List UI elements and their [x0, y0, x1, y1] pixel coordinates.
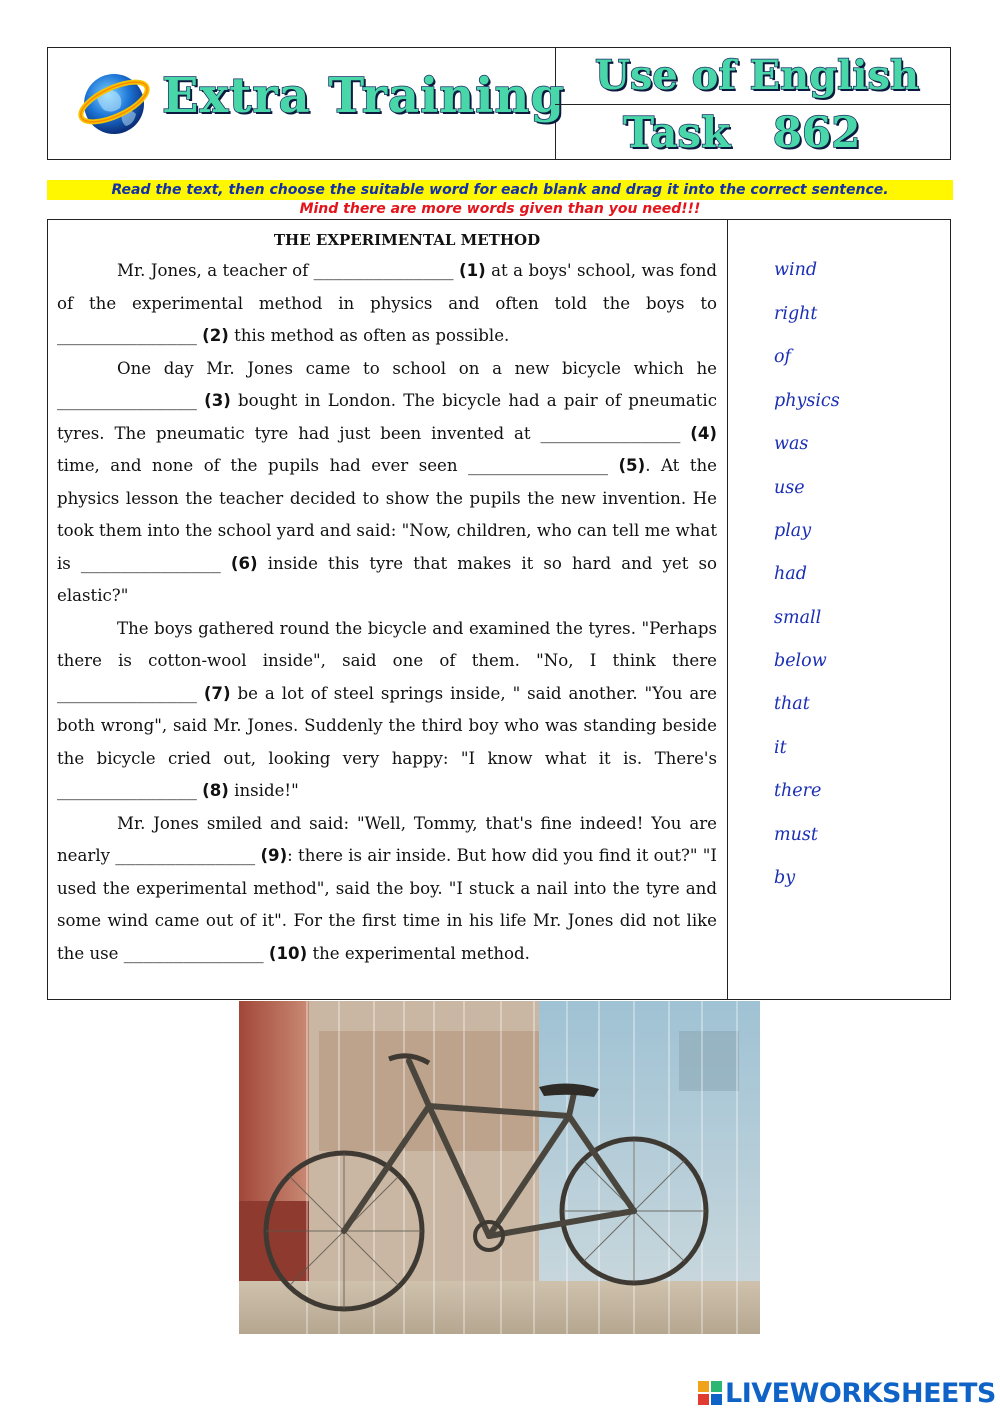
column-divider [727, 220, 728, 999]
gap-number-8: (8) [202, 781, 229, 800]
text-segment: be a lot of steel springs inside, " said another. "You are both wrong", said Mr. Jones. Suddenly the third boy who was standing beside the bicycle cried out, looking very happy: "I know what it is. There's [57, 683, 717, 768]
brand-name: LIVEWORKSHEETS [725, 1378, 996, 1409]
text-segment: bought in London. The bicycle had a pair of pneumatic tyres. The pneumatic tyre had just been invented at [57, 391, 717, 443]
text-column [57, 220, 717, 970]
text-segment: the experimental method. [307, 943, 530, 963]
word-option[interactable]: use [774, 478, 805, 498]
text-segment: this method as often as possible. [228, 326, 510, 345]
word-option[interactable]: small [774, 608, 822, 628]
word-option[interactable]: below [774, 651, 827, 671]
section-cell [555, 48, 950, 105]
word-option[interactable]: by [774, 868, 796, 888]
gap-9[interactable]: ______________ [115, 846, 256, 865]
instruction-line: Read the text, then choose the suitable word for each blank and drag it into the correct sentence. [47, 180, 953, 200]
gap-number-1: (1) [459, 261, 486, 280]
gap-number-3: (3) [204, 391, 231, 410]
text-segment: Mr. Jones smiled and said: "Well, Tommy, that's fine indeed! You are nearly [57, 813, 717, 865]
gap-8[interactable]: ______________ [57, 781, 197, 800]
word-option[interactable]: wind [774, 260, 818, 280]
logo-title: Extra Training [162, 68, 565, 124]
word-option[interactable]: must [774, 825, 818, 845]
gap-number-9: (9) [260, 846, 288, 865]
header-logo-cell [48, 48, 565, 159]
exercise-table [47, 219, 951, 1000]
text-segment: at a boys' school, was fond of the experimental method in physics and often told the boys to [57, 261, 718, 313]
gap-number-7: (7) [203, 683, 231, 703]
word-option[interactable]: physics [774, 391, 840, 411]
text-segment: One day Mr. Jones came to school on a new bicycle which he [117, 358, 717, 378]
text-title: THE EXPERIMENTAL METHOD [273, 231, 541, 249]
gap-number-6: (6) [230, 553, 258, 573]
gap-number-10: (10) [268, 943, 308, 963]
word-option[interactable]: there [774, 781, 822, 801]
word-option[interactable]: right [774, 304, 818, 324]
gap-6[interactable]: ______________ [80, 553, 221, 573]
text-segment: . At the physics lesson the teacher decided to show the pupils the new invention. He took them into the school yard and said: "Now, children, who can tell me what is [57, 456, 718, 573]
gap-7[interactable]: ______________ [57, 683, 197, 703]
text-segment: Mr. Jones, a teacher of [117, 261, 314, 280]
gap-4[interactable]: ______________ [540, 423, 681, 443]
word-option[interactable]: play [774, 521, 812, 541]
globe-icon [76, 64, 152, 140]
word-option[interactable]: had [774, 564, 807, 584]
gap-number-4: (4) [690, 423, 717, 443]
gap-1[interactable]: ______________ [313, 261, 454, 280]
gap-2[interactable]: ______________ [57, 326, 197, 345]
text-segment: inside this tyre that makes it so hard and yet so elastic?" [57, 553, 717, 605]
paragraph-3 [57, 613, 717, 808]
gap-3[interactable]: ______________ [57, 391, 197, 410]
worksheet-header [47, 47, 951, 160]
task-number: Task 862 [623, 108, 861, 157]
word-option[interactable]: that [774, 694, 810, 714]
warning-line: Mind there are more words given than you need!!! [299, 201, 701, 217]
word-option[interactable]: it [774, 738, 787, 758]
word-option[interactable]: was [774, 434, 809, 454]
paragraph-2 [57, 353, 717, 613]
paragraph-1 [57, 255, 717, 353]
text-segment: time, and none of the pupils had ever seen [57, 456, 469, 475]
gap-number-2: (2) [202, 326, 229, 345]
bicycle-photo [239, 1001, 760, 1334]
gap-10[interactable]: ______________ [123, 943, 264, 963]
word-option[interactable]: of [774, 347, 792, 367]
gap-number-5: (5) [618, 456, 646, 475]
liveworksheets-logo-icon [698, 1381, 722, 1405]
task-cell [555, 105, 950, 159]
text-segment: : there is air inside. But how did you find it out?" "I used the experimental method", said the boy. "I stuck a nail into the tyre and some wind came out of it". For the first time in his life Mr. Jones did not like the use [57, 846, 717, 963]
section-title: Use of English [595, 52, 920, 99]
text-segment: The boys gathered round the bicycle and examined the tyres. "Perhaps there is cotton-wool inside", said one of them. "No, I think there [57, 618, 717, 670]
paragraph-4 [57, 808, 717, 971]
gap-5[interactable]: ______________ [468, 456, 608, 475]
text-segment: inside!" [228, 781, 299, 800]
